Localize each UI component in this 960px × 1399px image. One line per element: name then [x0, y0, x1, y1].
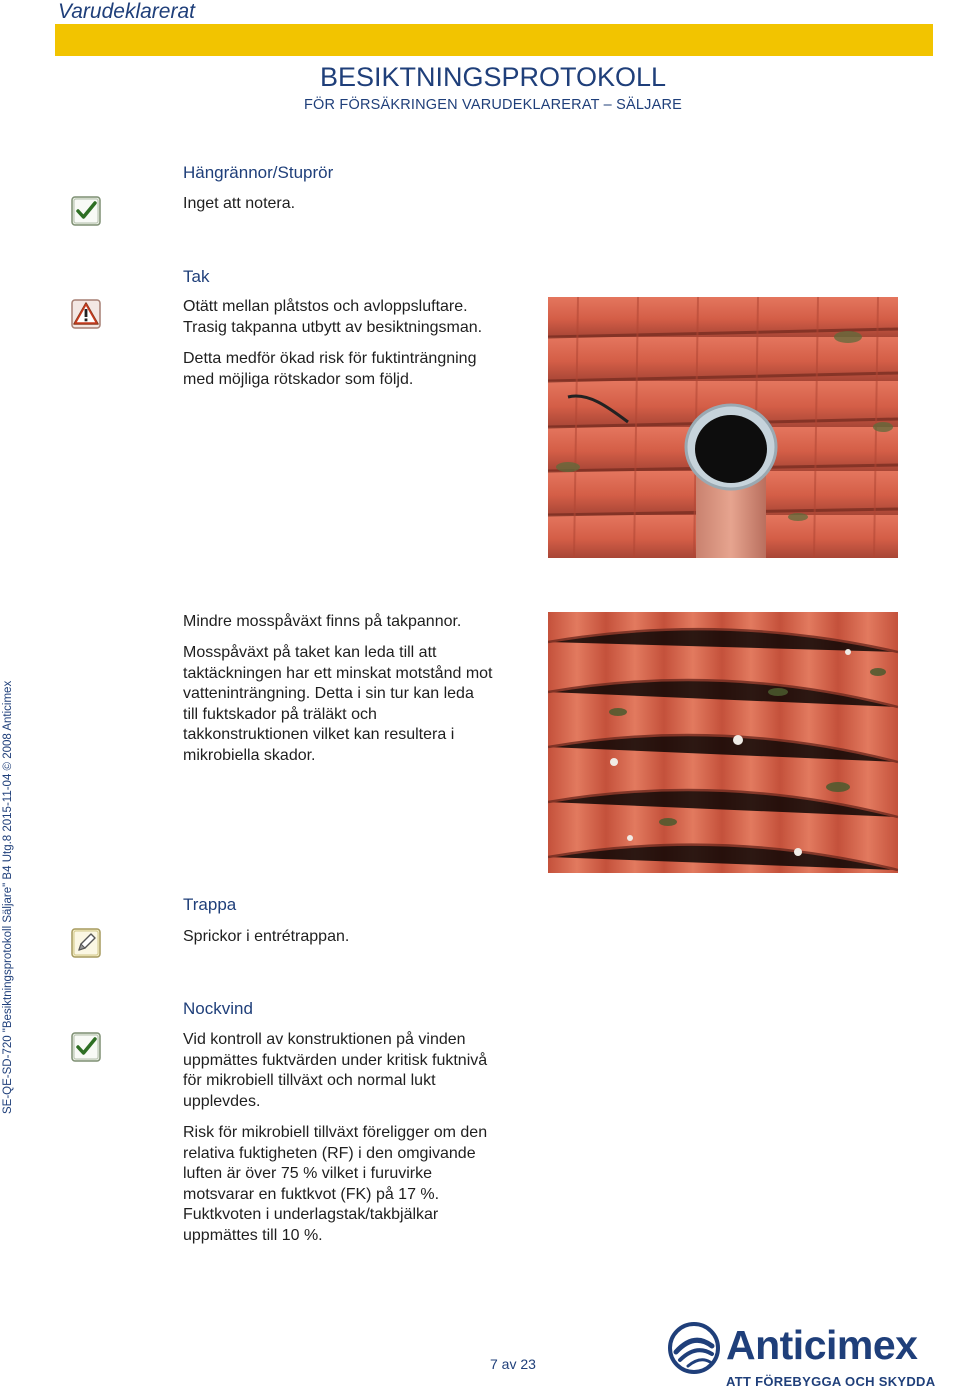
check-icon: [71, 196, 101, 226]
anticimex-logo-icon: [668, 1322, 720, 1374]
document-title: BESIKTNINGSPROTOKOLL: [319, 62, 667, 92]
photo-roof-moss: [548, 612, 898, 873]
nockvind-line: Vid kontroll av konstruktionen på vinden: [183, 1031, 466, 1048]
anticimex-logo: [668, 1322, 948, 1392]
page-number: 7 av 23: [490, 1356, 536, 1372]
anticimex-logo-tagline: ATT FÖREBYGGA OCH SKYDDA: [726, 1374, 936, 1389]
heading-tak: Tak: [183, 267, 210, 286]
nockvind-line: uppmättes till 10 %.: [183, 1226, 323, 1244]
nockvind-line: luften är över 75 % vilket i furuvirke: [183, 1165, 432, 1182]
nockvind-line: uppmättes fuktvärden under kritisk fuktnivå: [183, 1051, 488, 1069]
heading-trappa: Trappa: [183, 895, 237, 914]
document-subtitle: FÖR FÖRSÄKRINGEN VARUDEKLARERAT – SÄLJARE: [303, 97, 683, 113]
nockvind-line: för mikrobiell tillväxt och normal lukt: [183, 1072, 436, 1089]
text-nockvind-1: [183, 1030, 487, 1112]
nockvind-line: Risk för mikrobiell tillväxt föreligger om den: [183, 1124, 488, 1141]
photo-roof-vent: [548, 297, 898, 558]
tak-line: Otätt mellan plåtstos och avloppsluftare.: [183, 298, 468, 315]
heading-nockvind: Nockvind: [183, 999, 253, 1018]
tak-line: Mosspåväxt på taket kan leda till att: [183, 644, 437, 661]
nockvind-line: relativa fuktigheten (RF) i den omgivande: [183, 1144, 476, 1162]
header-bar: [55, 24, 933, 56]
text-tak-2: [183, 349, 476, 390]
tak-line: taktäckningen har ett minskat motstånd mot: [183, 664, 493, 682]
side-reference: [0, 680, 20, 1114]
text-nockvind-2: [183, 1123, 487, 1246]
check-icon: [71, 1032, 101, 1062]
tak-line: Trasig takpanna utbytt av besiktningsman.: [183, 318, 483, 336]
nockvind-line: Fuktkvoten i underlagstak/takbjälkar: [183, 1206, 439, 1223]
heading-hangrannor: Hängrännor/Stuprör: [183, 163, 334, 182]
side-reference-text: SE-QE-SD-720 "Besiktningsprotokoll Säljare" B4 Utg.8 2015-11-04 © 2008 Anticimex: [2, 680, 14, 1114]
tak-line: Detta medför ökad risk för fuktinträngning: [183, 350, 477, 367]
text-tak-4: [183, 643, 492, 766]
text-hangrannor: Inget att notera.: [183, 195, 296, 212]
tak-line: mikrobiella skador.: [183, 746, 316, 764]
text-trappa: Sprickor i entrétrappan.: [183, 928, 350, 945]
tak-line: med möjliga rötskador som följd.: [183, 370, 414, 388]
tak-line: takkonstruktionen vilket kan resultera i: [183, 726, 455, 743]
warning-icon: [71, 299, 101, 329]
nockvind-line: upplevdes.: [183, 1092, 261, 1110]
anticimex-logo-name: Anticimex: [726, 1322, 918, 1368]
text-tak-1: [183, 297, 482, 338]
text-tak-3: Mindre mosspåväxt finns på takpannor.: [183, 613, 462, 630]
tak-line: vatteninträngning. Detta i sin tur kan leda: [183, 685, 474, 702]
tak-line: till fuktskador på träläkt och: [183, 705, 377, 723]
pencil-icon: [71, 928, 101, 958]
header-label: Varudeklarerat: [58, 0, 195, 23]
nockvind-line: motsvarar en fuktkvot (FK) på 17 %.: [183, 1185, 440, 1203]
